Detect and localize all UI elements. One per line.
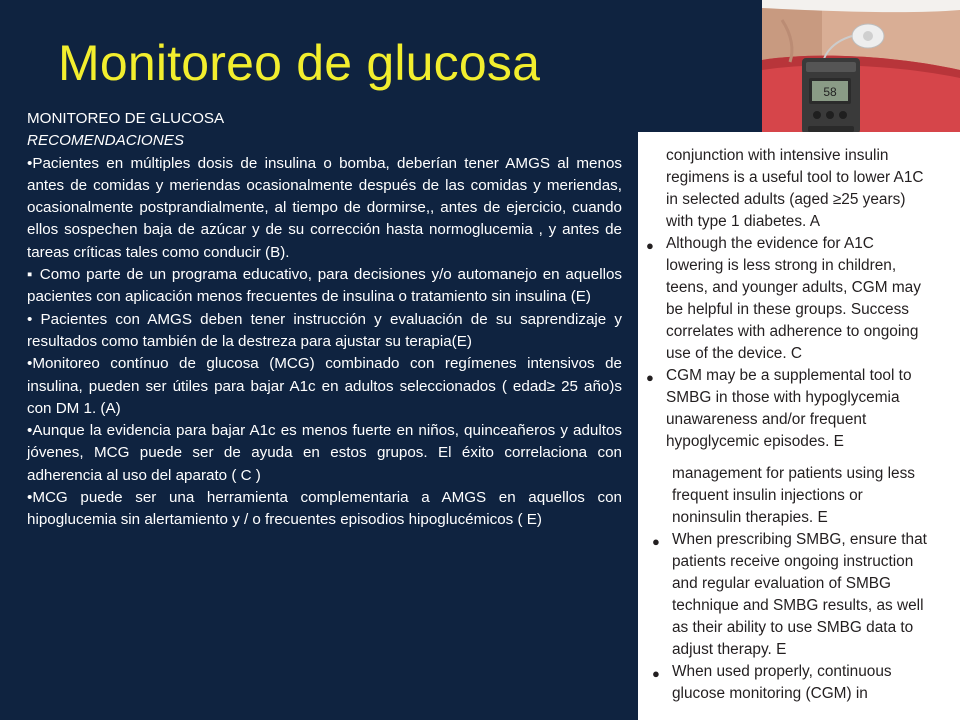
- excerpt-line: in selected adults (aged ≥25 years): [666, 191, 906, 208]
- excerpt-line: hypoglycemic episodes. E: [666, 433, 844, 450]
- excerpt-line: correlates with adherence to ongoing: [666, 323, 919, 340]
- excerpt-line: When prescribing SMBG, ensure that: [672, 531, 927, 548]
- guideline-excerpt-image: [638, 132, 960, 720]
- recommendation-paragraph: •Aunque la evidencia para bajar A1c es menos fuerte en niños, quinceañeros y adultos jóvenes, MCG puede ser de ayuda en estos grupos. El éxito correlaciona con adherencia al uso del aparato ( C ): [27, 422, 622, 484]
- slide-title: Monitoreo de glucosa: [58, 35, 541, 91]
- main-text-column: [27, 108, 622, 532]
- excerpt-line: conjunction with intensive insulin: [666, 147, 889, 164]
- excerpt-line: management for patients using less: [672, 465, 915, 482]
- excerpt-line: as their ability to use SMBG data to: [672, 619, 914, 636]
- bullet-icon: ●: [652, 666, 660, 681]
- recommendation-paragraph: • Pacientes con AMGS deben tener instrucción y evaluación de su saprendizaje y resultados como también de la destreza para ajustar su terapia(E): [27, 310, 622, 350]
- excerpt-line: CGM may be a supplemental tool to: [666, 367, 912, 384]
- bullet-icon: ●: [646, 238, 654, 253]
- excerpt-line: be helpful in these groups. Success: [666, 301, 909, 318]
- recommendation-paragraph: •Pacientes en múltiples dosis de insulina o bomba, deberían tener AMGS al menos antes de comidas y meriendas ocasionalmente después de las comidas y meriendas, ocasionalmente postprandialmente, al tiempo de dormirse,, antes de ejercicio, cuando ellos sospechen baja de azúcar y de su corrección hasta normoglucemia , y antes de tareas críticas tales como conducir (B).: [27, 154, 622, 261]
- recommendation-paragraph: •Monitoreo contínuo de glucosa (MCG) combinado con regímenes intensivos de insulina, pueden ser útiles para bajar A1c en adultos seleccionados ( edad≥ 25 año)s con DM 1. (A): [27, 355, 622, 417]
- excerpt-line: Although the evidence for A1C: [666, 235, 874, 252]
- excerpt-line: use of the device. C: [666, 345, 803, 362]
- excerpt-line: When used properly, continuous: [672, 663, 892, 680]
- excerpt-line: with type 1 diabetes. A: [666, 213, 821, 230]
- excerpt-line: adjust therapy. E: [672, 641, 787, 658]
- bullet-icon: ●: [646, 370, 654, 385]
- pump-screen-readout: 58: [823, 85, 837, 99]
- excerpt-line: patients receive ongoing instruction: [672, 553, 914, 570]
- excerpt-line: and regular evaluation of SMBG: [672, 575, 892, 592]
- excerpt-line: frequent insulin injections or: [672, 487, 863, 504]
- recommendations-subheading: RECOMENDACIONES: [27, 132, 184, 150]
- excerpt-line: SMBG in those with hypoglycemia: [666, 389, 900, 406]
- insulin-pump-photo: [762, 0, 960, 136]
- recommendation-paragraph: ▪ Como parte de un programa educativo, para decisiones y/o automanejo en aquellos pacientes con aplicación menos frecuentes de insulina o tratamiento sin insulina (E): [27, 266, 622, 306]
- excerpt-line: teens, and younger adults, CGM may: [666, 279, 921, 296]
- excerpt-line: regimens is a useful tool to lower A1C: [666, 169, 924, 186]
- excerpt-line: technique and SMBG results, as well: [672, 597, 924, 614]
- excerpt-line: noninsulin therapies. E: [672, 509, 828, 526]
- section-heading: MONITOREO DE GLUCOSA: [27, 110, 225, 127]
- recommendation-paragraph: •MCG puede ser una herramienta complementaria a AMGS en aquellos con hipoglucemia sin alertamiento y / o frecuentes episodios hipoglucémicos ( E): [27, 489, 622, 529]
- excerpt-line: glucose monitoring (CGM) in: [672, 685, 868, 702]
- excerpt-line: lowering is less strong in children,: [666, 257, 897, 274]
- excerpt-line: unawareness and/or frequent: [666, 411, 867, 428]
- bullet-icon: ●: [652, 534, 660, 549]
